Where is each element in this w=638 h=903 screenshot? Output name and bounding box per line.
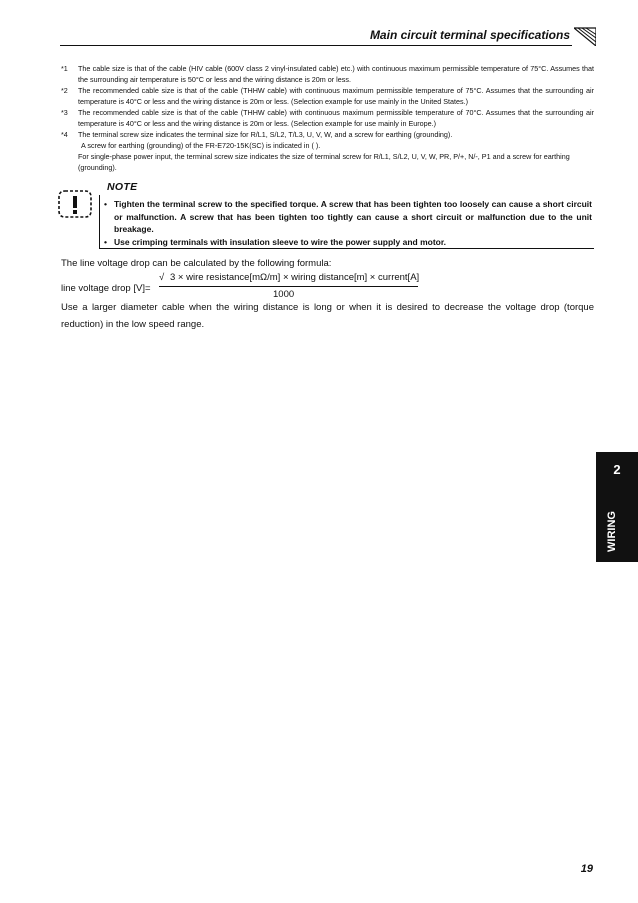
formula-denominator: 1000 bbox=[273, 289, 295, 300]
header-rule bbox=[60, 45, 572, 46]
chapter-number: 2 bbox=[613, 462, 621, 477]
footnotes bbox=[61, 63, 594, 173]
note-item-text: Tighten the terminal screw to the specified torque. A screw that has been tighten too loosely can cause a short circuit or malfunction. A screw that has been tighten too tightly can cause a short circuit or malfunction due to the unit breakage. bbox=[114, 199, 592, 234]
footnote-4-extra-2: For single-phase power input, the terminal screw size indicates the size of terminal screw for R/L1, S/L2, U, V, W, PR, P/+, N/-, P1 and a screw for earthing (grounding). bbox=[78, 152, 570, 172]
sqrt-icon: √ bbox=[159, 272, 165, 283]
note-item-text: Use crimping terminals with insulation sleeve to wire the power supply and motor. bbox=[114, 236, 447, 247]
footnote-text: The recommended cable size is that of the cable (THHW cable) with continuous maximum permissible temperature of 70°C. Assumes that the surrounding air temperature is 40°C or less and the wiring distance is 20m or less. (Selection example for use mainly in Europe.) bbox=[78, 108, 594, 128]
header-stripes-icon bbox=[574, 26, 596, 46]
caution-icon bbox=[57, 187, 93, 221]
footnote-mark: *1 bbox=[61, 64, 68, 73]
fraction-line bbox=[159, 286, 418, 287]
footnote-mark: *4 bbox=[61, 130, 68, 139]
note-item bbox=[104, 198, 592, 236]
footnote-2 bbox=[61, 85, 594, 107]
footnote-4-extra-1: A screw for earthing (grounding) of the FR-E720-15K(SC) is indicated in ( ). bbox=[81, 141, 321, 150]
page-header-title: Main circuit terminal specifications bbox=[369, 28, 570, 42]
footnote-mark: *3 bbox=[61, 108, 68, 117]
formula-lhs: line voltage drop [V]= bbox=[61, 283, 151, 294]
footnote-text: The cable size is that of the cable (HIV cable (600V class 2 vinyl-insulated cable) etc.) with continuous maximum permissible temperature of 75°C. Assumes that the surrounding air temperature is 50°C or less and the wiring distance is 20m or less. bbox=[78, 64, 594, 84]
footnote-mark: *2 bbox=[61, 86, 68, 95]
footnote-1 bbox=[61, 63, 594, 85]
footnote-text: The recommended cable size is that of the cable (THHW cable) with continuous maximum permissible temperature of 75°C. Assumes that the surrounding air temperature is 40°C or less and the wiring distance is 20m or less. (Selection example for use mainly in the United States.) bbox=[78, 86, 594, 106]
formula-numerator: 3 × wire resistance[mΩ/m] × wiring distance[m] × current[A] bbox=[170, 272, 420, 283]
bullet-icon: • bbox=[104, 199, 107, 209]
chapter-label: WIRING bbox=[606, 511, 618, 552]
footnote-4 bbox=[61, 129, 594, 140]
note-list bbox=[104, 198, 592, 248]
bullet-icon: • bbox=[104, 236, 107, 247]
advice-paragraph: Use a larger diameter cable when the wiring distance is long or when it is desired to decrease the voltage drop (torque reduction) in the low speed range. bbox=[61, 302, 594, 330]
footnote-text: The terminal screw size indicates the terminal size for R/L1, S/L2, T/L3, U, V, W, and a screw for earthing (grounding). bbox=[78, 130, 453, 139]
note-title: NOTE bbox=[107, 181, 138, 193]
page-number: 19 bbox=[580, 863, 593, 875]
note-item bbox=[104, 236, 592, 249]
chapter-tab bbox=[596, 452, 638, 562]
footnote-3 bbox=[61, 107, 594, 129]
formula-intro: The line voltage drop can be calculated by the following formula: bbox=[61, 258, 332, 269]
